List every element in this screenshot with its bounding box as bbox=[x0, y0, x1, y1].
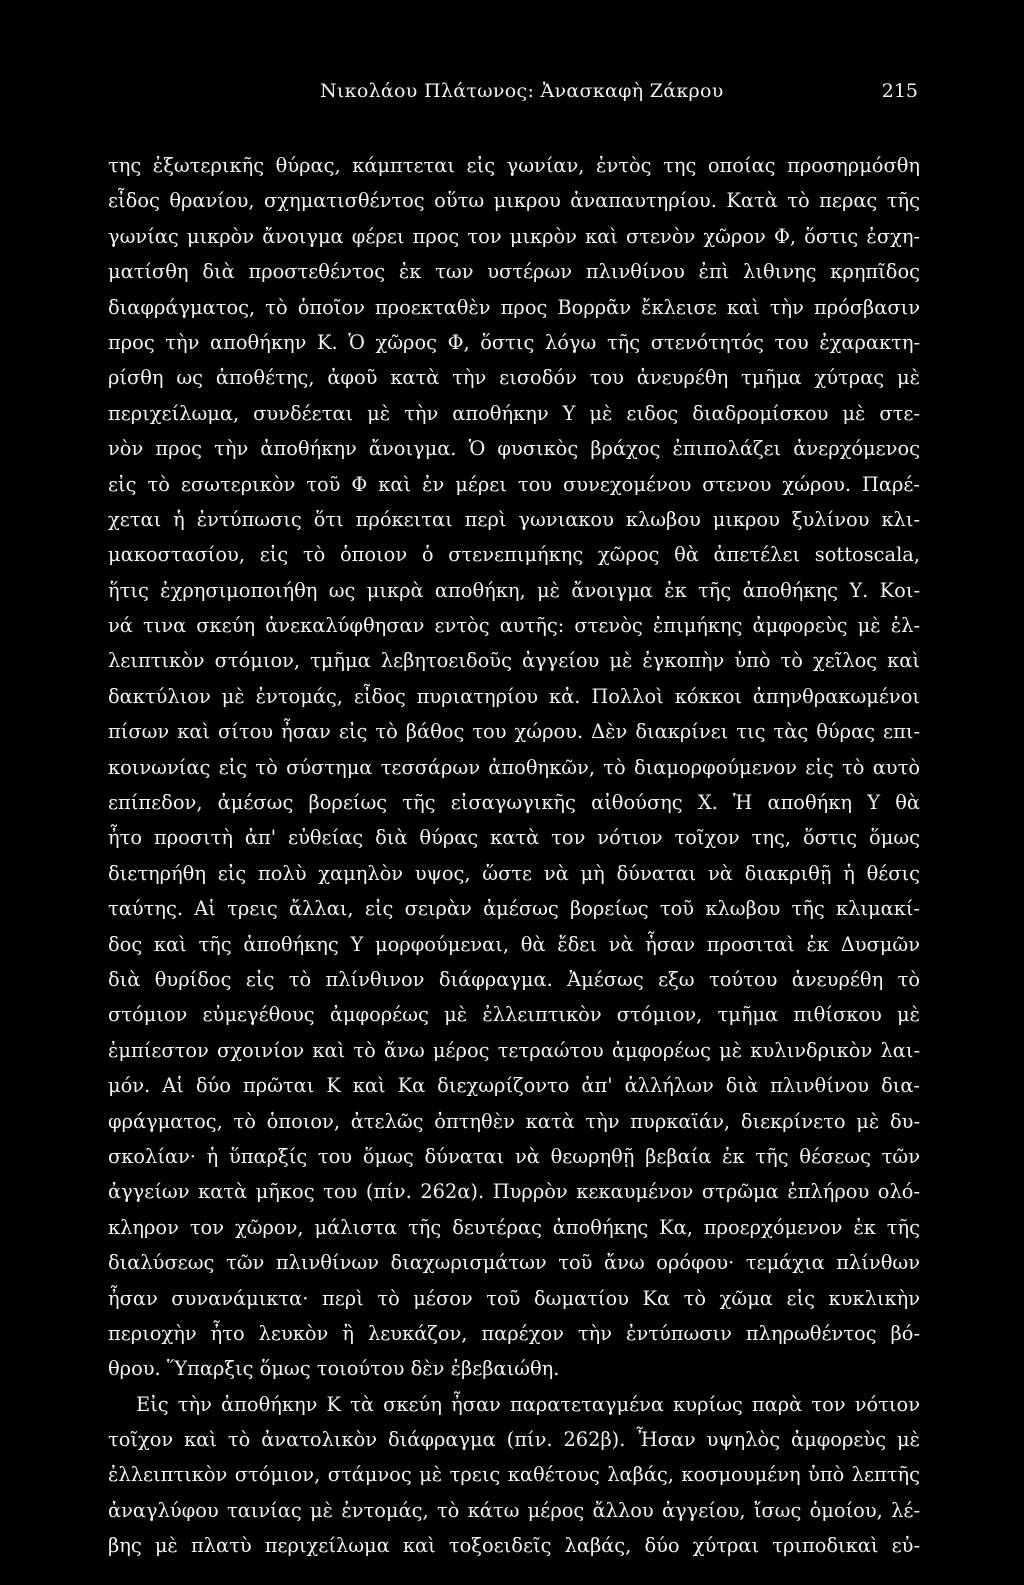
body-text bbox=[108, 148, 920, 1564]
text-line: ἥτις ἐχρησιμοποιήθη ως μικρὰ αποθήκη, μὲ ἄνοιγμα ἐκ τῆς ἀποθήκης Υ. Κοι- bbox=[108, 578, 920, 602]
text-line: διαλύσεως τῶν πλινθίνων διαχωρισμάτων τοῦ ἄνω ορόφου· τεμάχια πλίνθων bbox=[108, 1251, 920, 1275]
text-line: κοινωνίας εἰς τὸ σύστημα τεσσάρων ἀποθηκῶν, τὸ διαμορφούμενον εἰς τὸ αυτὸ bbox=[108, 755, 920, 779]
text-line: ἐλλειπτικὸν στόμιον, στάμνος μὲ τρεις καθέτους λαβάς, κοσμουμένη ὑπὸ λεπτῆς bbox=[108, 1463, 920, 1487]
running-head bbox=[0, 80, 1024, 110]
running-title: Νικολάου Πλάτωνος: Ἀνασκαφὴ Ζάκρου bbox=[320, 80, 724, 102]
text-line: ρίσθη ως ἀποθέτης, ἀφοῦ κατὰ τὴν εισοδόν του ἀνευρέθη τμῆμα χύτρας μὲ bbox=[108, 366, 920, 390]
text-line: ἐμπίεστον σχοινίον καὶ τὸ ἄνω μέρος τετραώτου ἀμφορέως μὲ κυλινδρικὸν λαι- bbox=[108, 1038, 920, 1062]
text-line: νά τινα σκεύη ἀνεκαλύφθησαν εντὸς αυτῆς: στενὸς ἐπιμήκης ἀμφορεὺς μὲ ἐλ- bbox=[108, 614, 920, 638]
text-line: κληρον τον χῶρον, μάλιστα τῆς δευτέρας ἀποθήκης Κα, προερχόμενον ἐκ τῆς bbox=[108, 1215, 920, 1239]
text-line: δακτύλιον μὲ ἐντομάς, εἶδος πυριατηρίου κἀ. Πολλοὶ κόκκοι ἀπηνθρακωμένοι bbox=[108, 684, 920, 708]
text-line: ματίσθη διὰ προστεθέντος ἐκ των υστέρων πλινθίνου ἐπὶ λιθινης κρηπῖδος bbox=[108, 260, 920, 284]
text-line-paragraph-end: θρου. Ὕπαρξις ὅμως τοιούτου δὲν ἐβεβαιώθη. bbox=[108, 1357, 560, 1381]
text-line: τοῖχον καὶ τὸ ἀνατολικὸν διάφραγμα (πίν. 262β). Ἦσαν υψηλὸς ἀμφορεὺς μὲ bbox=[108, 1428, 920, 1452]
text-line: ἦτο προσιτὴ ἀπ' εὐθείας διὰ θύρας κατὰ τον νότιον τοῖχον της, ὅστις ὅμως bbox=[108, 826, 920, 850]
text-line: διὰ θυρίδος εἰς τὸ πλίνθινον διάφραγμα. Ἀμέσως εξω τούτου ἀνευρέθη τὸ bbox=[108, 967, 920, 991]
text-line: γωνίας μικρὸν ἄνοιγμα φέρει προς τον μικρὸν καὶ στενὸν χῶρον Φ, ὅστις ἐσχη- bbox=[108, 224, 920, 248]
text-line: πίσων καὶ σίτου ἦσαν εἰς τὸ βάθος του χώρου. Δὲν διακρίνει τις τὰς θύρας επι- bbox=[108, 720, 920, 744]
text-line: λειπτικὸν στόμιον, τμῆμα λεβητοειδοῦς ἀγγείου μὲ ἐγκοπὴν ὑπὸ τὸ χεῖλος καὶ bbox=[108, 649, 920, 673]
text-line: εἶδος θρανίου, σχηματισθέντος οὕτω μικρου ἀναπαυτηρίου. Κατὰ τὸ περας τῆς bbox=[108, 189, 920, 213]
text-line: περιχείλωμα, συνδέεται μὲ τὴν αποθήκην Υ μὲ ειδος διαδρομίσκου μὲ στε- bbox=[108, 401, 920, 425]
text-line: διαφράγματος, τὸ ὁποῖον προεκταθὲν προς Βορρᾶν ἔκλεισε καὶ τὴν πρόσβασιν bbox=[108, 295, 920, 319]
text-line: βης μὲ πλατὺ περιχείλωμα καὶ τοξοειδεῖς λαβάς, δύο χύτραι τριποδικαὶ εὐ- bbox=[108, 1534, 920, 1558]
text-line: μακοστασίου, εἰς τὸ ὁποιον ὁ στενεπιμήκης χῶρος θὰ ἀπετέλει sottoscala, bbox=[108, 543, 920, 567]
text-line: ἦσαν συνανάμικτα· περὶ τὸ μέσον τοῦ δωματίου Κα τὸ χῶμα εἰς κυκλικὴν bbox=[108, 1286, 920, 1310]
text-line: δος καὶ τῆς ἀποθήκης Υ μορφούμεναι, θὰ ἔδει νὰ ἦσαν προσιταὶ ἐκ Δυσμῶν bbox=[108, 932, 920, 956]
text-line: ἀναγλύφου ταινίας μὲ ἐντομάς, τὸ κάτω μέρος ἄλλου ἀγγείου, ἴσως ὁμοίου, λέ- bbox=[108, 1498, 920, 1522]
text-line: ἀγγείων κατὰ μῆκος του (πίν. 262α). Πυρρὸν κεκαυμένον στρῶμα ἐπλήρου ολό- bbox=[108, 1180, 920, 1204]
text-line: στόμιον εὐμεγέθους ἀμφορέως μὲ ἐλλειπτικὸν στόμιον, τμῆμα πιθίσκου μὲ bbox=[108, 1003, 920, 1027]
text-line-paragraph-start: Εἰς τὴν ἀποθήκην Κ τὰ σκεύη ἦσαν παρατεταγμένα κυρίως παρὰ τον νότιον bbox=[136, 1392, 920, 1416]
text-line: προς τὴν αποθήκην Κ. Ὁ χῶρος Φ, ὅστις λόγω τῆς στενότητός του ἐχαρακτη- bbox=[108, 330, 920, 354]
text-line: φράγματος, τὸ ὁποιον, ἀτελῶς ὀπτηθὲν κατὰ τὴν πυρκαϊάν, διεκρίνετο μὲ δυ- bbox=[108, 1109, 920, 1133]
text-line: νὸν προς τὴν ἀποθήκην ἄνοιγμα. Ὁ φυσικὸς βράχος ἐπιπολάζει ἀνερχόμενος bbox=[108, 437, 920, 461]
text-line: ταύτης. Αἱ τρεις ἄλλαι, εἰς σειρὰν ἀμέσως βορείως τοῦ κλωβου τῆς κλιμακί- bbox=[108, 897, 920, 921]
page-number: 215 bbox=[881, 80, 918, 102]
text-line: της ἐξωτερικῆς θύρας, κάμπτεται εἰς γωνίαν, ἐντὸς της οποίας προσηρμόσθη bbox=[108, 154, 920, 177]
text-line: χεται ἡ ἐντύπωσις ὅτι πρόκειται περὶ γωνιακου κλωβου μικρου ξυλίνου κλι- bbox=[108, 507, 920, 531]
text-line: διετηρήθη εἰς πολὺ χαμηλὸν υψος, ὥστε νὰ μὴ δύναται νὰ διακριθῇ ἡ θέσις bbox=[108, 861, 920, 885]
text-line: εἰς τὸ εσωτερικὸν τοῦ Φ καὶ ἐν μέρει του συνεχομένου στενου χώρου. Παρέ- bbox=[108, 472, 920, 496]
text-line: επίπεδον, ἀμέσως βορείως τῆς εἰσαγωγικῆς αἰθούσης Χ. Ἡ αποθήκη Υ θὰ bbox=[108, 791, 920, 815]
text-line: περιοχὴν ἦτο λευκὸν ἢ λευκάζον, παρέχον τὴν ἐντύπωσιν πληρωθέντος βό- bbox=[108, 1321, 920, 1345]
text-line: σκολίαν· ἡ ὕπαρξίς του ὅμως δύναται νὰ θεωρηθῇ βεβαία ἐκ τῆς θέσεως τῶν bbox=[108, 1144, 920, 1168]
text-line: μόν. Αἱ δύο πρῶται Κ καὶ Κα διεχωρίζοντο ἀπ' ἀλλήλων διὰ πλινθίνου δια- bbox=[108, 1074, 920, 1098]
